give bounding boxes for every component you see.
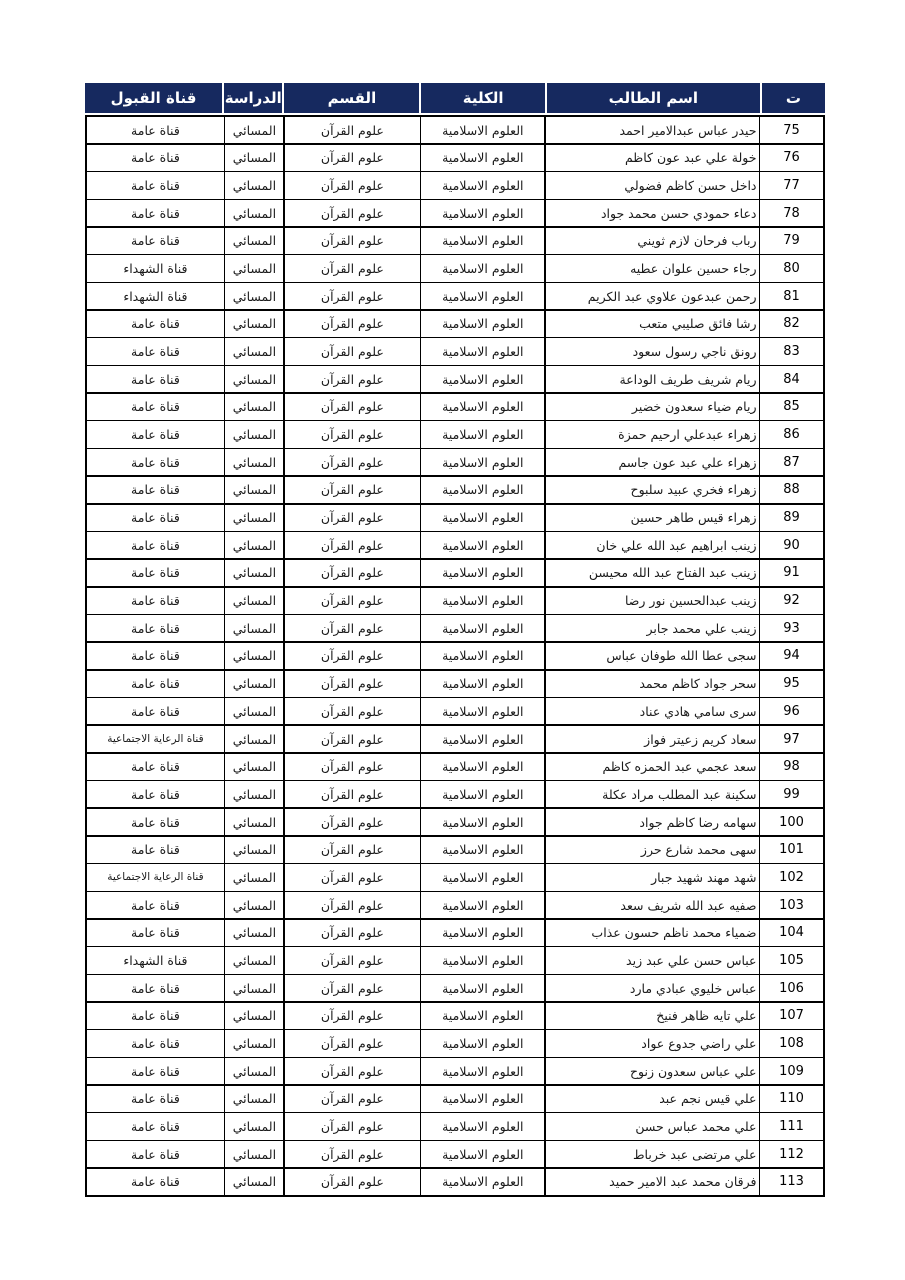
cell-college: العلوم الاسلامية	[421, 781, 544, 807]
cell-name: سجى عطا الله طوفان عباس	[546, 643, 759, 669]
cell-study: المسائي	[225, 172, 283, 198]
cell-no: 97	[760, 726, 823, 752]
cell-college: العلوم الاسلامية	[421, 449, 544, 475]
cell-college: العلوم الاسلامية	[421, 1141, 544, 1167]
cell-no: 79	[760, 228, 823, 254]
cell-channel: قناة عامة	[87, 421, 224, 447]
cell-name: علي عباس سعدون زنوح	[546, 1058, 759, 1084]
cell-no: 104	[760, 920, 823, 946]
cell-college: العلوم الاسلامية	[421, 920, 544, 946]
cell-college: العلوم الاسلامية	[421, 560, 544, 586]
cell-study: المسائي	[225, 975, 283, 1001]
cell-no: 85	[760, 394, 823, 420]
cell-study: المسائي	[225, 671, 283, 697]
cell-study: المسائي	[225, 228, 283, 254]
cell-college: العلوم الاسلامية	[421, 366, 544, 392]
cell-department: علوم القرآن	[285, 255, 420, 281]
cell-study: المسائي	[225, 255, 283, 281]
cell-no: 111	[760, 1113, 823, 1139]
cell-no: 81	[760, 283, 823, 309]
cell-channel: قناة عامة	[87, 449, 224, 475]
cell-department: علوم القرآن	[285, 671, 420, 697]
cell-no: 96	[760, 698, 823, 724]
cell-college: العلوم الاسلامية	[421, 1058, 544, 1084]
cell-no: 90	[760, 532, 823, 558]
cell-department: علوم القرآن	[285, 1169, 420, 1195]
cell-channel: قناة عامة	[87, 172, 224, 198]
cell-college: العلوم الاسلامية	[421, 643, 544, 669]
cell-name: زينب علي محمد جابر	[546, 615, 759, 641]
cell-name: عباس خليوي عبادي مارد	[546, 975, 759, 1001]
cell-name: سهامه رضا كاظم جواد	[546, 809, 759, 835]
cell-study: المسائي	[225, 588, 283, 614]
cell-channel: قناة عامة	[87, 228, 224, 254]
cell-no: 100	[760, 809, 823, 835]
cell-department: علوم القرآن	[285, 338, 420, 364]
cell-name: علي محمد عباس حسن	[546, 1113, 759, 1139]
cell-name: ريام شريف طريف الوداعة	[546, 366, 759, 392]
cell-college: العلوم الاسلامية	[421, 117, 544, 143]
cell-study: المسائي	[225, 560, 283, 586]
cell-name: سهى محمد شارع حرز	[546, 837, 759, 863]
cell-department: علوم القرآن	[285, 947, 420, 973]
cell-department: علوم القرآن	[285, 532, 420, 558]
cell-department: علوم القرآن	[285, 975, 420, 1001]
cell-department: علوم القرآن	[285, 698, 420, 724]
cell-channel: قناة عامة	[87, 781, 224, 807]
cell-name: داخل حسن كاظم فضولي	[546, 172, 759, 198]
cell-college: العلوم الاسلامية	[421, 338, 544, 364]
cell-no: 102	[760, 864, 823, 890]
header-cell-department: القسم	[284, 83, 419, 113]
cell-study: المسائي	[225, 449, 283, 475]
cell-study: المسائي	[225, 754, 283, 780]
cell-no: 80	[760, 255, 823, 281]
cell-college: العلوم الاسلامية	[421, 255, 544, 281]
cell-no: 95	[760, 671, 823, 697]
cell-name: ضمياء محمد ناظم حسون عذاب	[546, 920, 759, 946]
cell-department: علوم القرآن	[285, 228, 420, 254]
cell-department: علوم القرآن	[285, 643, 420, 669]
cell-college: العلوم الاسلامية	[421, 698, 544, 724]
cell-study: المسائي	[225, 117, 283, 143]
cell-channel: قناة عامة	[87, 1086, 224, 1112]
cell-name: سعد عجمي عبد الحمزه كاظم	[546, 754, 759, 780]
cell-no: 98	[760, 754, 823, 780]
cell-channel: قناة عامة	[87, 698, 224, 724]
cell-no: 83	[760, 338, 823, 364]
cell-channel: قناة عامة	[87, 920, 224, 946]
cell-no: 75	[760, 117, 823, 143]
cell-college: العلوم الاسلامية	[421, 421, 544, 447]
cell-no: 78	[760, 200, 823, 226]
cell-college: العلوم الاسلامية	[421, 532, 544, 558]
cell-name: علي قيس نجم عبد	[546, 1086, 759, 1112]
cell-channel: قناة عامة	[87, 311, 224, 337]
cell-study: المسائي	[225, 1113, 283, 1139]
cell-name: رباب فرحان لازم ثويني	[546, 228, 759, 254]
cell-channel: قناة عامة	[87, 809, 224, 835]
cell-college: العلوم الاسلامية	[421, 588, 544, 614]
cell-channel: قناة عامة	[87, 477, 224, 503]
cell-department: علوم القرآن	[285, 421, 420, 447]
cell-study: المسائي	[225, 1086, 283, 1112]
cell-no: 86	[760, 421, 823, 447]
cell-department: علوم القرآن	[285, 117, 420, 143]
cell-name: صفيه عبد الله شريف سعد	[546, 892, 759, 918]
cell-department: علوم القرآن	[285, 588, 420, 614]
table-body	[85, 115, 825, 1197]
cell-channel: قناة عامة	[87, 532, 224, 558]
cell-college: العلوم الاسلامية	[421, 228, 544, 254]
cell-study: المسائي	[225, 837, 283, 863]
cell-college: العلوم الاسلامية	[421, 145, 544, 171]
cell-channel: قناة الشهداء	[87, 255, 224, 281]
cell-channel: قناة عامة	[87, 560, 224, 586]
cell-name: سرى سامي هادي عناد	[546, 698, 759, 724]
cell-channel: قناة الشهداء	[87, 947, 224, 973]
cell-name: سعاد كريم زعيتر فواز	[546, 726, 759, 752]
cell-name: ريام ضياء سعدون خضير	[546, 394, 759, 420]
cell-study: المسائي	[225, 366, 283, 392]
cell-no: 105	[760, 947, 823, 973]
cell-no: 84	[760, 366, 823, 392]
cell-no: 109	[760, 1058, 823, 1084]
cell-no: 99	[760, 781, 823, 807]
cell-department: علوم القرآن	[285, 809, 420, 835]
cell-channel: قناة عامة	[87, 145, 224, 171]
cell-name: فرقان محمد عبد الامير حميد	[546, 1169, 759, 1195]
header-cell-college: الكلية	[421, 83, 544, 113]
cell-name: رجاء حسين علوان عطيه	[546, 255, 759, 281]
cell-college: العلوم الاسلامية	[421, 1113, 544, 1139]
header-cell-no: ت	[762, 83, 825, 113]
cell-channel: قناة عامة	[87, 892, 224, 918]
cell-no: 91	[760, 560, 823, 586]
cell-channel: قناة الشهداء	[87, 283, 224, 309]
cell-channel: قناة عامة	[87, 1030, 224, 1056]
cell-name: زينب عبدالحسين نور رضا	[546, 588, 759, 614]
cell-college: العلوم الاسلامية	[421, 671, 544, 697]
cell-no: 112	[760, 1141, 823, 1167]
cell-channel: قناة عامة	[87, 117, 224, 143]
cell-department: علوم القرآن	[285, 754, 420, 780]
cell-college: العلوم الاسلامية	[421, 311, 544, 337]
cell-department: علوم القرآن	[285, 311, 420, 337]
header-cell-study: الدراسة	[224, 83, 282, 113]
cell-study: المسائي	[225, 892, 283, 918]
cell-name: زهراء فخري عبيد سلبوح	[546, 477, 759, 503]
cell-college: العلوم الاسلامية	[421, 394, 544, 420]
cell-department: علوم القرآن	[285, 1058, 420, 1084]
cell-study: المسائي	[225, 283, 283, 309]
table-header-row	[85, 83, 825, 113]
cell-no: 113	[760, 1169, 823, 1195]
cell-name: زهراء عبدعلي ارحيم حمزة	[546, 421, 759, 447]
cell-name: سكينة عبد المطلب مراد عكلة	[546, 781, 759, 807]
cell-no: 108	[760, 1030, 823, 1056]
cell-department: علوم القرآن	[285, 477, 420, 503]
cell-name: رشا فائق صليبي متعب	[546, 311, 759, 337]
cell-name: خولة علي عبد عون كاظم	[546, 145, 759, 171]
cell-department: علوم القرآن	[285, 145, 420, 171]
cell-channel: قناة الرعاية الاجتماعية	[87, 864, 224, 890]
cell-study: المسائي	[225, 145, 283, 171]
cell-channel: قناة عامة	[87, 200, 224, 226]
cell-study: المسائي	[225, 920, 283, 946]
cell-study: المسائي	[225, 1169, 283, 1195]
cell-study: المسائي	[225, 726, 283, 752]
cell-name: علي تايه ظاهر فنيخ	[546, 1003, 759, 1029]
cell-college: العلوم الاسلامية	[421, 864, 544, 890]
cell-college: العلوم الاسلامية	[421, 172, 544, 198]
cell-name: عباس حسن علي عبد زيد	[546, 947, 759, 973]
cell-study: المسائي	[225, 864, 283, 890]
cell-department: علوم القرآن	[285, 920, 420, 946]
cell-no: 92	[760, 588, 823, 614]
cell-college: العلوم الاسلامية	[421, 892, 544, 918]
cell-college: العلوم الاسلامية	[421, 809, 544, 835]
cell-name: زينب ابراهيم عبد الله علي خان	[546, 532, 759, 558]
cell-no: 82	[760, 311, 823, 337]
students-admission-table	[85, 83, 825, 1197]
cell-department: علوم القرآن	[285, 505, 420, 531]
cell-study: المسائي	[225, 505, 283, 531]
cell-channel: قناة عامة	[87, 1058, 224, 1084]
cell-college: العلوم الاسلامية	[421, 947, 544, 973]
cell-department: علوم القرآن	[285, 1003, 420, 1029]
cell-college: العلوم الاسلامية	[421, 1169, 544, 1195]
cell-name: دعاء حمودي حسن محمد جواد	[546, 200, 759, 226]
cell-study: المسائي	[225, 643, 283, 669]
cell-college: العلوم الاسلامية	[421, 505, 544, 531]
cell-college: العلوم الاسلامية	[421, 975, 544, 1001]
cell-channel: قناة عامة	[87, 643, 224, 669]
cell-no: 76	[760, 145, 823, 171]
cell-channel: قناة عامة	[87, 338, 224, 364]
cell-study: المسائي	[225, 1058, 283, 1084]
cell-department: علوم القرآن	[285, 726, 420, 752]
cell-department: علوم القرآن	[285, 200, 420, 226]
cell-department: علوم القرآن	[285, 283, 420, 309]
cell-no: 106	[760, 975, 823, 1001]
cell-name: علي راضي جدوع عواد	[546, 1030, 759, 1056]
cell-department: علوم القرآن	[285, 449, 420, 475]
cell-channel: قناة عامة	[87, 615, 224, 641]
cell-no: 94	[760, 643, 823, 669]
cell-study: المسائي	[225, 200, 283, 226]
cell-department: علوم القرآن	[285, 394, 420, 420]
cell-no: 93	[760, 615, 823, 641]
cell-channel: قناة عامة	[87, 975, 224, 1001]
cell-study: المسائي	[225, 947, 283, 973]
cell-department: علوم القرآن	[285, 837, 420, 863]
cell-channel: قناة عامة	[87, 394, 224, 420]
cell-name: زينب عبد الفتاح عبد الله محيسن	[546, 560, 759, 586]
cell-college: العلوم الاسلامية	[421, 837, 544, 863]
cell-no: 107	[760, 1003, 823, 1029]
cell-name: رحمن عبدعون علاوي عبد الكريم	[546, 283, 759, 309]
cell-name: سحر جواد كاظم محمد	[546, 671, 759, 697]
cell-channel: قناة عامة	[87, 366, 224, 392]
cell-channel: قناة عامة	[87, 1169, 224, 1195]
cell-channel: قناة عامة	[87, 505, 224, 531]
cell-study: المسائي	[225, 809, 283, 835]
cell-no: 77	[760, 172, 823, 198]
cell-channel: قناة عامة	[87, 837, 224, 863]
cell-department: علوم القرآن	[285, 172, 420, 198]
cell-channel: قناة عامة	[87, 1141, 224, 1167]
cell-department: علوم القرآن	[285, 1141, 420, 1167]
cell-channel: قناة عامة	[87, 1113, 224, 1139]
cell-department: علوم القرآن	[285, 366, 420, 392]
cell-study: المسائي	[225, 781, 283, 807]
cell-channel: قناة عامة	[87, 754, 224, 780]
cell-college: العلوم الاسلامية	[421, 1086, 544, 1112]
cell-department: علوم القرآن	[285, 1113, 420, 1139]
cell-study: المسائي	[225, 421, 283, 447]
header-cell-student-name: اسم الطالب	[547, 83, 760, 113]
cell-department: علوم القرآن	[285, 560, 420, 586]
cell-study: المسائي	[225, 1141, 283, 1167]
cell-college: العلوم الاسلامية	[421, 283, 544, 309]
cell-study: المسائي	[225, 1003, 283, 1029]
cell-no: 88	[760, 477, 823, 503]
cell-name: زهراء علي عبد عون جاسم	[546, 449, 759, 475]
cell-name: حيدر عباس عبدالامير احمد	[546, 117, 759, 143]
cell-channel: قناة عامة	[87, 588, 224, 614]
cell-study: المسائي	[225, 394, 283, 420]
cell-college: العلوم الاسلامية	[421, 726, 544, 752]
cell-no: 103	[760, 892, 823, 918]
cell-department: علوم القرآن	[285, 1030, 420, 1056]
cell-college: العلوم الاسلامية	[421, 615, 544, 641]
cell-department: علوم القرآن	[285, 615, 420, 641]
cell-study: المسائي	[225, 311, 283, 337]
cell-no: 110	[760, 1086, 823, 1112]
cell-department: علوم القرآن	[285, 1086, 420, 1112]
cell-name: زهراء قيس طاهر حسين	[546, 505, 759, 531]
cell-study: المسائي	[225, 532, 283, 558]
cell-department: علوم القرآن	[285, 892, 420, 918]
cell-name: رونق ناجي رسول سعود	[546, 338, 759, 364]
cell-college: العلوم الاسلامية	[421, 200, 544, 226]
cell-study: المسائي	[225, 477, 283, 503]
cell-name: علي مرتضى عبد خرباط	[546, 1141, 759, 1167]
cell-department: علوم القرآن	[285, 864, 420, 890]
cell-college: العلوم الاسلامية	[421, 754, 544, 780]
cell-study: المسائي	[225, 1030, 283, 1056]
cell-study: المسائي	[225, 698, 283, 724]
cell-no: 89	[760, 505, 823, 531]
cell-college: العلوم الاسلامية	[421, 477, 544, 503]
cell-channel: قناة عامة	[87, 1003, 224, 1029]
cell-college: العلوم الاسلامية	[421, 1003, 544, 1029]
cell-no: 101	[760, 837, 823, 863]
cell-study: المسائي	[225, 615, 283, 641]
header-cell-admission-channel: قناة القبول	[85, 83, 222, 113]
cell-channel: قناة عامة	[87, 671, 224, 697]
cell-channel: قناة الرعاية الاجتماعية	[87, 726, 224, 752]
cell-department: علوم القرآن	[285, 781, 420, 807]
cell-no: 87	[760, 449, 823, 475]
cell-college: العلوم الاسلامية	[421, 1030, 544, 1056]
cell-name: شهد مهند شهيد جبار	[546, 864, 759, 890]
cell-study: المسائي	[225, 338, 283, 364]
